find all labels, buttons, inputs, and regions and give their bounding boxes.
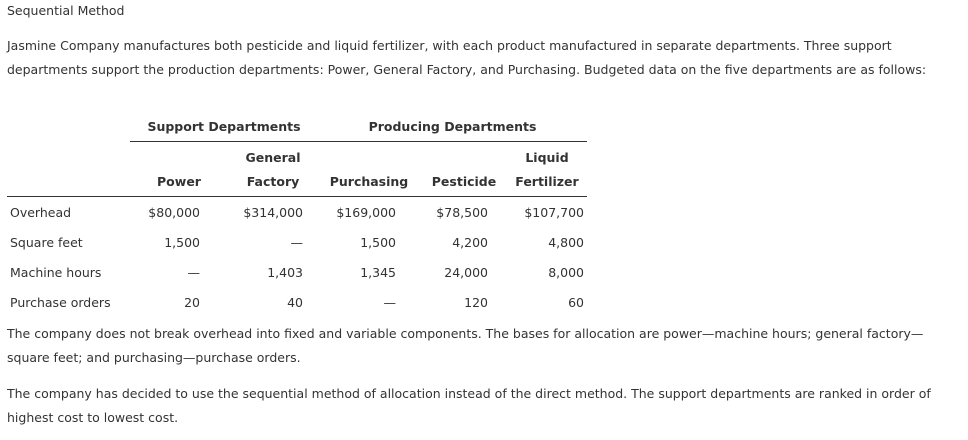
row-label: Overhead (10, 205, 72, 220)
header-purchasing: Purchasing (329, 174, 409, 189)
cell-general: $314,000 (243, 205, 303, 220)
header-power: Power (157, 174, 201, 189)
cell-power: 20 (184, 295, 200, 310)
header-general-top: General (245, 150, 301, 165)
cell-purchasing: 1,500 (360, 235, 396, 250)
header-liquid-top: Liquid (525, 150, 569, 165)
cell-general: 40 (287, 295, 303, 310)
group-header-producing: Producing Departments (368, 119, 537, 134)
cell-purchasing: — (383, 295, 396, 310)
sequential-method-paragraph: The company has decided to use the sequential method of allocation instead of the direct method. The support departments are ranked in order of highest cost to lowest cost. (7, 386, 931, 425)
cell-power: 1,500 (164, 235, 200, 250)
header-general-bottom: Factory (246, 174, 300, 189)
cell-general: — (290, 235, 303, 250)
cell-purchasing: 1,345 (360, 265, 396, 280)
cell-pesticide: 120 (464, 295, 488, 310)
row-label: Square feet (10, 235, 83, 250)
cell-liquid: $107,700 (524, 205, 584, 220)
header-divider (7, 196, 587, 197)
problem-title: Sequential Method (7, 3, 125, 18)
intro-paragraph: Jasmine Company manufactures both pesticide and liquid fertilizer, with each product manufactured in separate departments. Three support departments support the production departments: Power, General Factory, and Purchasing. Budgeted data on the five departments are as follows: (7, 38, 927, 77)
cell-pesticide: 24,000 (444, 265, 488, 280)
cell-liquid: 4,800 (548, 235, 584, 250)
cell-pesticide: 4,200 (452, 235, 488, 250)
cell-power: $80,000 (148, 205, 200, 220)
allocation-basis-paragraph: The company does not break overhead into fixed and variable components. The bases for allocation are power—machine hours; general factory—square feet; and purchasing—purchase orders. (7, 326, 924, 365)
cell-purchasing: $169,000 (336, 205, 396, 220)
cell-pesticide: $78,500 (436, 205, 488, 220)
cell-power: — (187, 265, 200, 280)
header-pesticide: Pesticide (431, 174, 497, 189)
group-divider (130, 141, 587, 142)
group-header-support: Support Departments (147, 119, 301, 134)
cell-liquid: 8,000 (548, 265, 584, 280)
cell-liquid: 60 (568, 295, 584, 310)
cell-general: 1,403 (267, 265, 303, 280)
row-label: Purchase orders (10, 295, 111, 310)
row-label: Machine hours (10, 265, 102, 280)
header-liquid-bottom: Fertilizer (515, 174, 579, 189)
